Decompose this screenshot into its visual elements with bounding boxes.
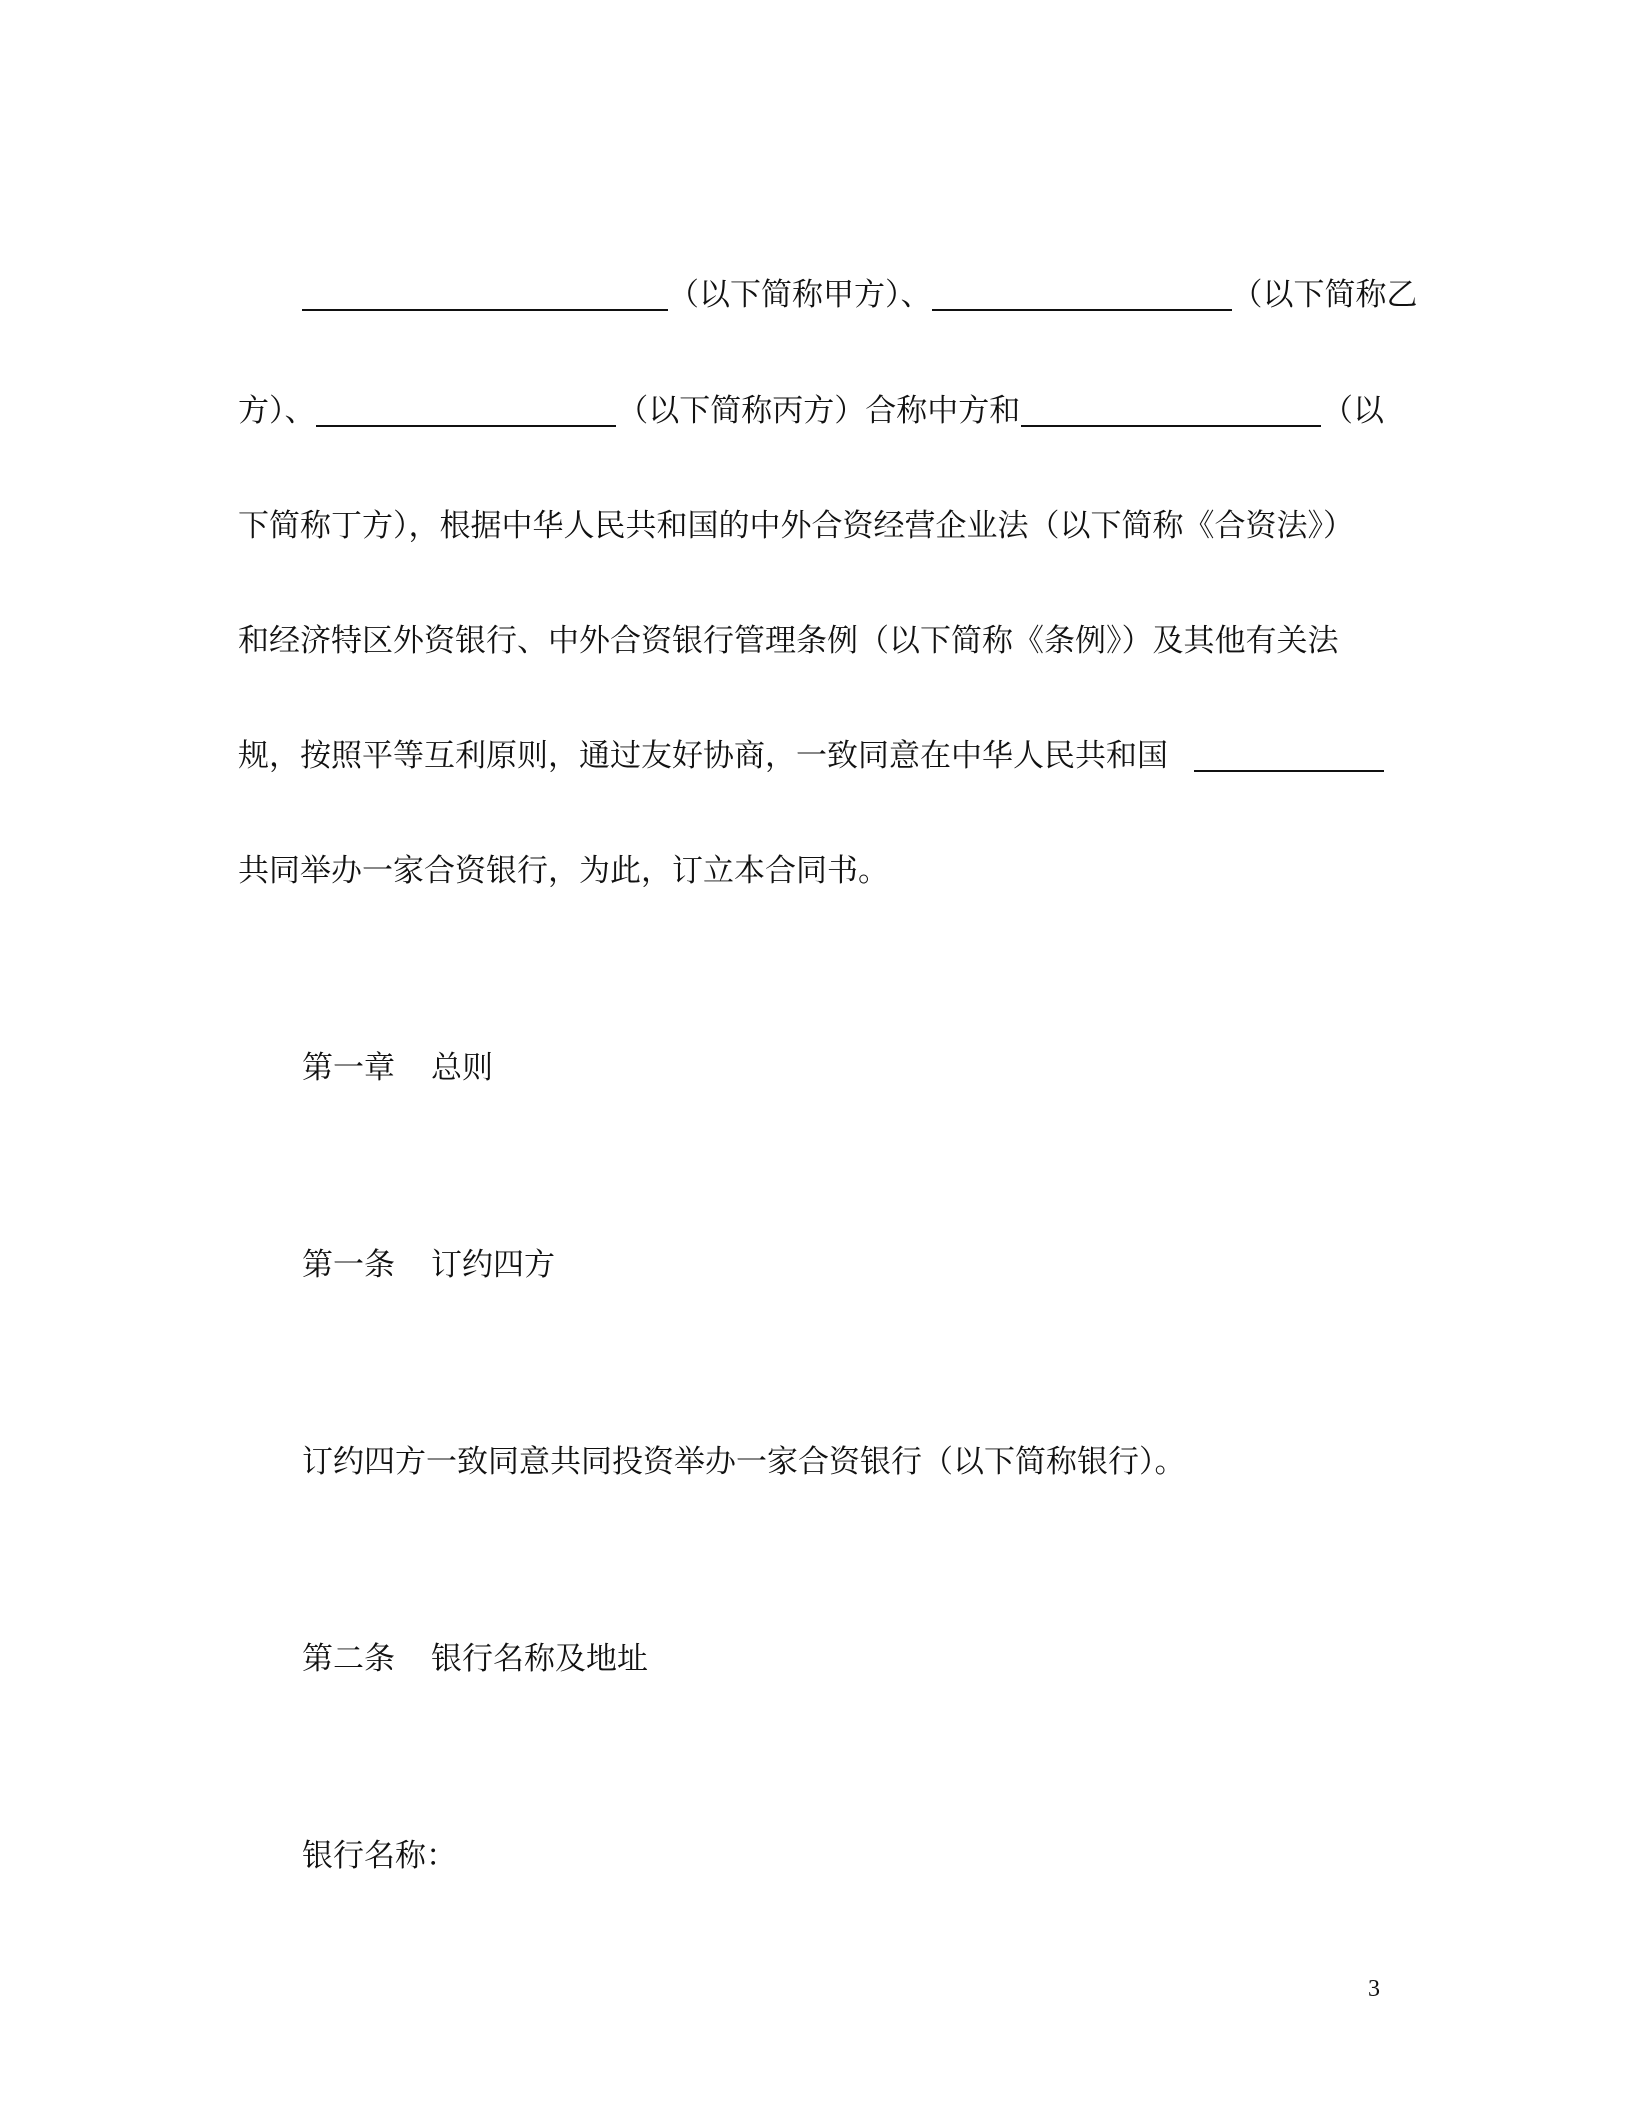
chapter-1-heading	[302, 1048, 493, 1088]
preamble-line-1	[238, 275, 1418, 315]
blank-party-a	[302, 309, 668, 311]
preamble-line-3	[238, 506, 1384, 546]
party-d-open-text: （以	[1322, 393, 1384, 429]
party-b-close-text: 方）、	[238, 393, 316, 429]
preamble-text-4: 和经济特区外资银行、中外合资银行管理条例（以下简称《条例》）及其他有关法	[238, 623, 1339, 659]
preamble-line-5	[238, 736, 1384, 776]
page-number: 3	[1368, 1976, 1380, 2002]
preamble-text-6: 共同举办一家合资银行，为此，订立本合同书。	[238, 853, 889, 889]
party-b-text: （以下简称乙	[1231, 277, 1418, 313]
article-1-number: 第一条	[302, 1247, 395, 1283]
article-2-heading	[302, 1639, 648, 1679]
chapter-1-number: 第一章	[302, 1050, 395, 1086]
article-1-text: 订约四方一致同意共同投资举办一家合资银行（以下简称银行）。	[302, 1444, 1186, 1480]
party-a-text: （以下简称甲方）、	[668, 277, 932, 313]
blank-party-c	[316, 425, 616, 427]
article-1-title: 订约四方	[431, 1247, 555, 1283]
article-2-number: 第二条	[302, 1641, 395, 1677]
bank-name-label: 银行名称：	[302, 1838, 457, 1874]
chapter-1-title: 总则	[431, 1050, 493, 1086]
blank-party-b	[932, 309, 1232, 311]
article-1-heading	[302, 1245, 555, 1285]
preamble-line-4	[238, 621, 1384, 661]
preamble-text-5: 规，按照平等互利原则，通过友好协商，一致同意在中华人民共和国	[238, 738, 1168, 774]
blank-party-d	[1021, 425, 1321, 427]
preamble-line-6	[238, 851, 1384, 891]
preamble-text-3: 下简称丁方），根据中华人民共和国的中外合资经营企业法（以下简称《合资法》）	[238, 508, 1354, 544]
blank-location	[1194, 770, 1384, 772]
party-c-text: （以下简称丙方）合称中方和	[617, 393, 1021, 429]
preamble-line-2	[238, 391, 1384, 431]
article-2-title: 银行名称及地址	[431, 1641, 648, 1677]
